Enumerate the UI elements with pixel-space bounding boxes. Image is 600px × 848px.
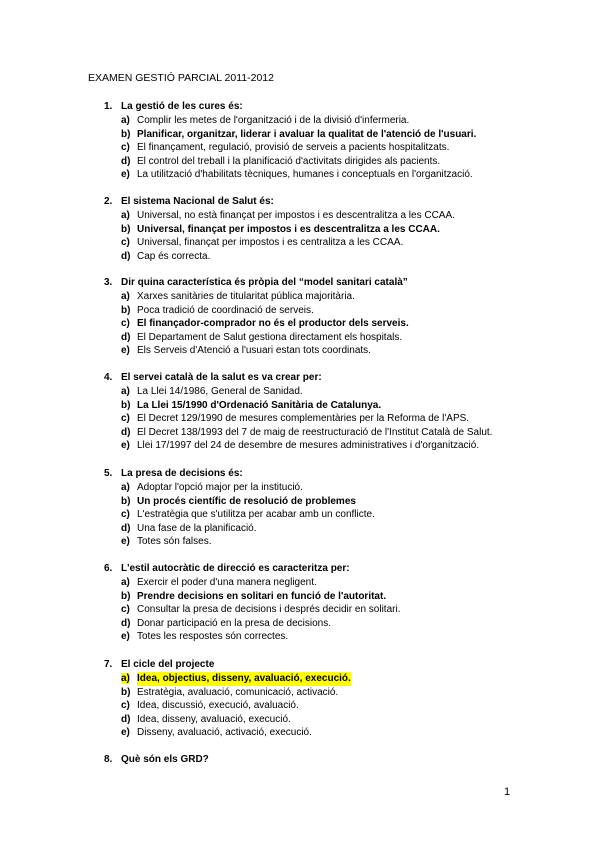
question-number: 8. xyxy=(104,754,113,765)
option-c: c) El Decret 129/1990 de mesures complementàries per la Reforma de l'APS. xyxy=(121,413,470,425)
question-8 xyxy=(104,752,209,767)
question-text: L'estil autocràtic de direcció es caracteritza per: xyxy=(121,563,350,574)
option-e: e) Els Serveis d'Atenció a l'usuari estan tots coordinats. xyxy=(121,345,371,357)
option-b: b) Un procés científic de resolució de problemes xyxy=(121,495,356,507)
option-c: c) Idea, discussió, execució, avaluació. xyxy=(121,700,299,712)
question-number: 3. xyxy=(104,277,113,288)
page-number: 1 xyxy=(504,786,511,798)
option-a: a) Xarxes sanitàries de titularitat pública majoritària. xyxy=(121,291,355,302)
question-number: 1. xyxy=(104,101,113,112)
option-d: d) Una fase de la planificació. xyxy=(121,522,257,534)
question-text: El servei català de la salut es va crear per: xyxy=(121,372,322,383)
option-d: d) Idea, disseny, avaluació, execució. xyxy=(121,713,291,725)
option-e: e) Totes són falses. xyxy=(121,536,212,548)
question-number: 2. xyxy=(104,196,113,207)
question-2 xyxy=(104,194,455,263)
question-number: 6. xyxy=(104,563,113,574)
question-3 xyxy=(104,275,409,358)
option-a: a) Exercir el poder d'una manera negligent. xyxy=(121,577,317,588)
option-d: d) El control del treball i la planificació d'activitats dirigides als pacients. xyxy=(121,155,441,167)
question-6 xyxy=(104,561,400,644)
option-d: d) Cap és correcta. xyxy=(121,250,211,262)
option-a: a) Complir les metes de l'organització i de la divisió d'infermeria. xyxy=(121,115,410,126)
option-b: b) La Llei 15/1990 d'Ordenació Sanitària de Catalunya. xyxy=(121,399,382,411)
question-number: 4. xyxy=(104,372,113,383)
option-c: c) El finançament, regulació, provisió de serveis a pacients hospitalitzats. xyxy=(121,142,450,154)
option-c: c) Consultar la presa de decisions i després decidir en solitari. xyxy=(121,604,401,616)
question-text: Què són els GRD? xyxy=(121,754,209,765)
question-number: 7. xyxy=(104,659,113,670)
question-5 xyxy=(104,466,375,549)
option-b: b) Prendre decisions en solitari en funció de l'autoritat. xyxy=(121,590,387,602)
option-d: d) Donar participació en la presa de decisions. xyxy=(121,617,331,629)
option-a: a) Universal, no està finançat per impostos i es descentralitza a les CCAA. xyxy=(121,210,455,221)
question-text: Dir quina característica és pròpia del “model sanitari català” xyxy=(121,277,408,288)
option-e: e) La utilització d'habilitats tècniques, humanes i conceptuals en l'organització. xyxy=(121,169,473,181)
question-text: El cicle del projecte xyxy=(121,659,215,670)
question-number: 5. xyxy=(104,468,113,479)
option-e: e) Totes les respostes són correctes. xyxy=(121,631,289,643)
question-text: La gestió de les cures és: xyxy=(121,101,243,112)
question-1 xyxy=(104,99,476,182)
option-b: b) Planificar, organitzar, liderar i avaluar la qualitat de l'atenció de l'usuari. xyxy=(121,128,477,140)
option-b: b) Estratègia, avaluació, comunicació, activació. xyxy=(121,686,339,698)
question-4 xyxy=(104,370,492,453)
page-title: EXAMEN GESTIÓ PARCIAL 2011-2012 xyxy=(88,72,274,84)
option-e: e) Llei 17/1997 del 24 de desembre de mesures administratives i d'organització. xyxy=(121,440,480,452)
option-b: b) Universal, finançat per impostos i es descentralitza a les CCAA. xyxy=(121,223,440,235)
option-c: c) Universal, finançat per impostos i es centralitza a les CCAA. xyxy=(121,237,404,249)
option-a: a) Adoptar l'opció major per la institució. xyxy=(121,482,303,493)
question-text: La presa de decisions és: xyxy=(121,468,243,479)
question-text: El sistema Nacional de Salut és: xyxy=(121,196,274,207)
option-e: e) Disseny, avaluació, activació, execució. xyxy=(121,727,312,739)
option-c: c) L'estratègia que s'utilitza per acabar amb un conflicte. xyxy=(121,509,375,521)
question-7 xyxy=(104,657,351,740)
option-c: c) El finançador-comprador no és el productor dels serveis. xyxy=(121,318,409,330)
option-d: d) El Departament de Salut gestiona directament els hospitals. xyxy=(121,331,403,343)
option-a: a) La Llei 14/1986, General de Sanidad. xyxy=(121,386,303,397)
option-a-highlighted: a) Idea, objectius, disseny, avaluació, execució. xyxy=(121,673,351,684)
option-d: d) El Decret 138/1993 del 7 de maig de reestructuració de l'Institut Català de Salut. xyxy=(121,426,493,438)
option-b: b) Poca tradició de coordinació de serveis. xyxy=(121,304,314,316)
